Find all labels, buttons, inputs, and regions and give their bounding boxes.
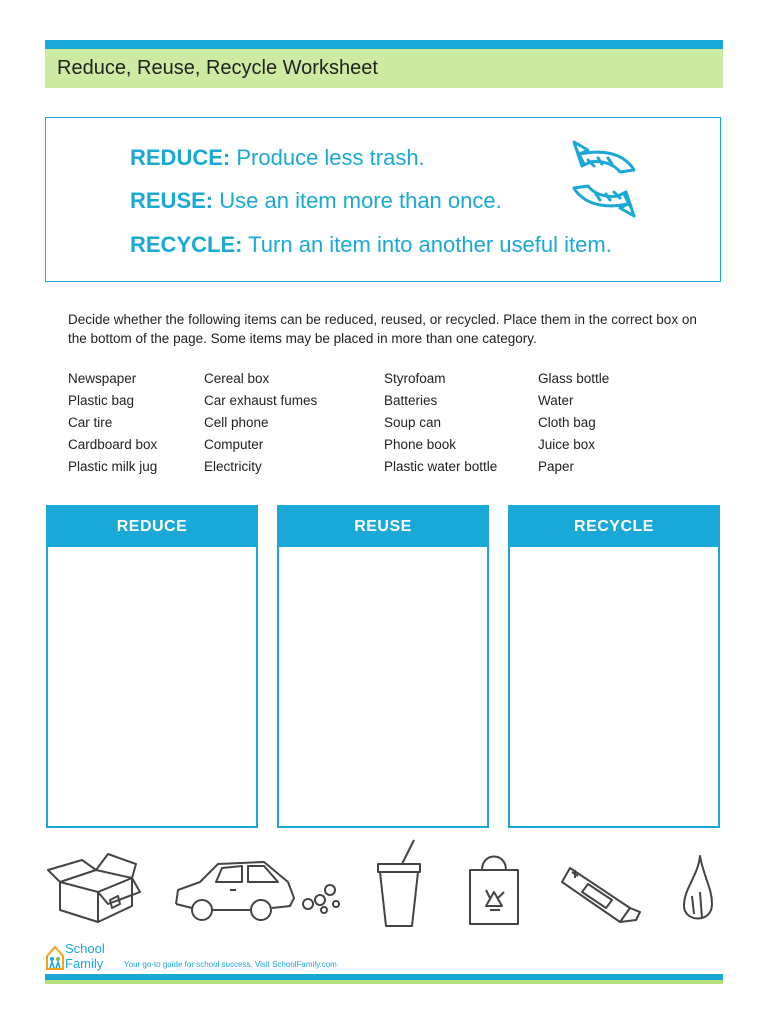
- footer-rule-green: [45, 980, 723, 984]
- items-column-1: [68, 368, 157, 478]
- list-item: Plastic milk jug: [68, 459, 158, 474]
- footer-tagline: Your go-to guide for school success. Visit SchoolFamily.com: [124, 960, 337, 969]
- reduce-header: REDUCE: [48, 507, 256, 547]
- list-item: Phone book: [384, 437, 457, 452]
- logo-line1: School: [65, 941, 105, 956]
- list-item: Car exhaust fumes: [204, 393, 318, 408]
- definition-recycle: RECYCLE: Turn an item into another useful item.: [130, 232, 612, 257]
- page-title: Reduce, Reuse, Recycle Worksheet: [57, 57, 378, 79]
- list-item: Paper: [538, 459, 575, 474]
- logo-line2: Family: [65, 956, 104, 971]
- list-item: Computer: [204, 437, 264, 452]
- list-item: Cloth bag: [538, 415, 596, 430]
- list-item: Cardboard box: [68, 437, 158, 452]
- list-item: Car tire: [68, 415, 113, 430]
- instructions: Decide whether the following items can be reduced, reused, or recycled. Place them in the correct box on the bottom of the page. Some items may be placed in more than one category.: [68, 312, 697, 346]
- items-column-4: [538, 368, 609, 478]
- definitions-box: [45, 117, 721, 282]
- definition-reuse: REUSE: Use an item more than once.: [130, 188, 502, 213]
- list-item: Plastic bag: [68, 393, 135, 408]
- recycle-box[interactable]: [508, 505, 720, 828]
- school-family-logo[interactable]: [45, 940, 125, 972]
- list-item: Soup can: [384, 415, 442, 430]
- reduce-box[interactable]: [46, 505, 258, 828]
- items-column-3: [384, 368, 497, 478]
- list-item: Juice box: [538, 437, 596, 452]
- school-family-logo-icon: [45, 944, 65, 970]
- definition-reduce: REDUCE: Produce less trash.: [130, 145, 425, 170]
- items-column-2: [204, 368, 317, 478]
- top-rule: [45, 40, 723, 49]
- recycle-bag-icon: [466, 846, 522, 926]
- reuse-box[interactable]: [277, 505, 489, 828]
- recycle-arrows-icon: [568, 138, 640, 220]
- list-item: Electricity: [204, 459, 262, 474]
- list-item: Styrofoam: [384, 371, 446, 386]
- recycle-header: RECYCLE: [510, 507, 718, 547]
- title-bar: [45, 49, 723, 88]
- list-item: Glass bottle: [538, 371, 610, 386]
- list-item: Cereal box: [204, 371, 270, 386]
- cardboard-box-icon: [46, 848, 142, 926]
- exhaust-puffs-icon: [300, 878, 342, 914]
- list-item: Batteries: [384, 393, 438, 408]
- reuse-header: REUSE: [279, 507, 487, 547]
- list-item: Plastic water bottle: [384, 459, 498, 474]
- battery-icon: [560, 858, 650, 928]
- water-drop-icon: [678, 852, 718, 928]
- list-item: Water: [538, 393, 574, 408]
- car-icon: [172, 856, 300, 926]
- list-item: Newspaper: [68, 371, 137, 386]
- list-item: Cell phone: [204, 415, 269, 430]
- cup-icon: [374, 838, 424, 930]
